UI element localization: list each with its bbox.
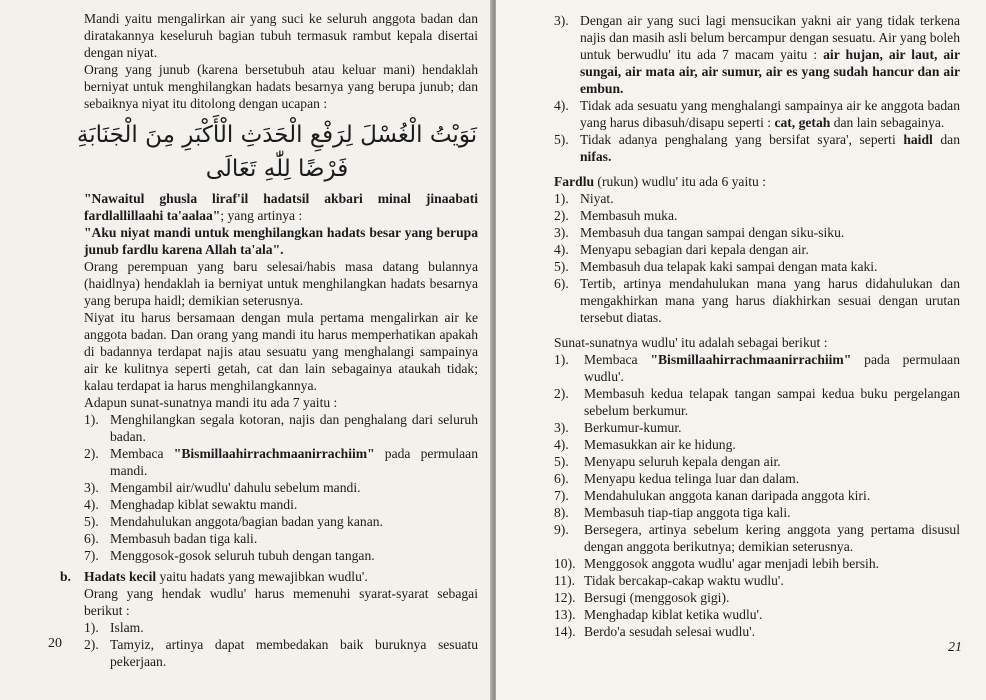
paragraph-sunat-mandi-intro: Adapun sunat-sunatnya mandi itu ada 7 yaitu : <box>84 395 338 410</box>
list-number: 8). <box>554 505 569 520</box>
list-item <box>554 453 960 470</box>
list-text: Memasukkan air ke hidung. <box>584 437 736 452</box>
right-page <box>496 0 986 700</box>
list-number: 3). <box>554 225 569 240</box>
list-text: Mengambil air/wudlu' dahulu sebelum mandi. <box>110 480 361 495</box>
list-item <box>84 496 478 513</box>
list-item <box>84 479 478 496</box>
fardlu-list <box>554 190 960 326</box>
list-text: Tamyiz, artinya dapat membedakan baik buruknya sesuatu pekerjaan. <box>110 637 478 669</box>
list-text: Tidak bercakap-cakap waktu wudlu'. <box>584 573 784 588</box>
list-item <box>554 606 960 623</box>
list-number: 5). <box>84 514 99 529</box>
list-number: 9). <box>554 522 569 537</box>
syarat-list <box>84 619 478 670</box>
list-item <box>554 224 960 241</box>
paragraph-haidl: Orang perempuan yang baru selesai/habis masa datang bulannya (haidlnya) hendaklah ia berniyat untuk menghilangkan hadats besarnya yang berupa haidl; demikian seterusnya. <box>84 259 478 308</box>
list-item <box>84 636 478 670</box>
list-text-bold: haidl <box>903 132 933 147</box>
list-text <box>584 351 960 385</box>
list-item <box>554 589 960 606</box>
list-item <box>554 12 960 97</box>
syarat-list-continued <box>554 12 960 165</box>
list-item <box>554 521 960 555</box>
list-number: 13). <box>554 607 576 622</box>
list-number: 3). <box>554 13 569 28</box>
list-text: Membasuh dua telapak kaki sampai dengan mata kaki. <box>580 259 878 274</box>
basmalah-latin: "Bismillaahirrachmaanirrachiim" <box>650 352 852 367</box>
sunat-wudlu-list <box>554 351 960 640</box>
list-number: 2). <box>554 208 569 223</box>
paragraph-syarat-intro: Orang yang hendak wudlu' harus memenuhi syarat-syarat sebagai berikut : <box>84 586 478 618</box>
list-text: Berdo'a sesudah selesai wudlu'. <box>584 624 756 639</box>
list-number: 1). <box>554 352 569 367</box>
list-text <box>110 445 478 479</box>
list-number: 7). <box>554 488 569 503</box>
latin-niyat-suffix: ; yang artinya : <box>220 208 303 223</box>
list-text: Mendahulukan anggota/bagian badan yang kanan. <box>110 514 383 529</box>
list-number: 5). <box>554 454 569 469</box>
list-text: Bersugi (menggosok gigi). <box>584 590 730 605</box>
air-types: air hujan, air laut, air sungai, air mata air, air sumur, air es yang sudah hancur dan air embun. <box>580 47 960 96</box>
list-number: 1). <box>554 191 569 206</box>
list-number: 14). <box>554 624 576 639</box>
list-item <box>554 487 960 504</box>
list-text <box>580 97 960 131</box>
list-text-pre: Membaca <box>110 446 174 461</box>
list-number: 6). <box>554 276 569 291</box>
list-item <box>84 445 478 479</box>
page-number: 20 <box>48 636 62 651</box>
paragraph-latin-niyat <box>84 190 478 224</box>
list-text: Bersegera, artinya sebelum kering anggota yang pertama disusul dengan anggota berikutnya; demikian seterusnya. <box>584 522 960 554</box>
section-definition: yaitu hadats yang mewajibkan wudlu'. <box>156 569 368 584</box>
list-text <box>580 131 960 165</box>
list-item <box>554 436 960 453</box>
list-number: 2). <box>84 446 99 461</box>
list-text: Membasuh badan tiga kali. <box>110 531 258 546</box>
list-item <box>84 411 478 445</box>
list-text-bold: cat, getah <box>774 115 831 130</box>
list-text: Menghilangkan segala kotoran, najis dan penghalang dari seluruh badan. <box>110 412 478 444</box>
list-text: Menggosok-gosok seluruh tubuh dengan tangan. <box>110 548 375 563</box>
list-text: Tertib, artinya mendahulukan mana yang harus didahulukan dan mengakhirkan mana yang harus diakhirkan sesuai dengan urutan tersebut diatas. <box>580 276 960 325</box>
list-text-pre: Membaca <box>584 352 651 367</box>
list-number: 7). <box>84 548 99 563</box>
list-text-mid: dan <box>932 132 960 147</box>
list-text: Niyat. <box>580 191 614 206</box>
list-number: 4). <box>84 497 99 512</box>
list-item <box>554 504 960 521</box>
basmalah-latin: "Bismillaahirrachmaanirrachiim" <box>173 446 375 461</box>
list-item <box>554 623 960 640</box>
list-item <box>554 241 960 258</box>
list-text-post: pada permulaan wudlu'. <box>584 352 961 384</box>
list-number: 4). <box>554 242 569 257</box>
list-text: Menggosok anggota wudlu' agar menjadi lebih bersih. <box>584 556 880 571</box>
paragraph-niyat-timing: Niyat itu harus bersamaan dengan mula pertama mengalirkan air ke anggota badan. Dan orang yang mandi itu harus memperhatikan apakah di badannya terdapat najis atau sesuatu yang menghalangi sampainya air ke kulitnya seperti getah, cat dan lain sebagainya ataukah tidak; kalau terdapat ia harus menghilangkannya. <box>84 310 478 393</box>
list-number: 3). <box>84 480 99 495</box>
list-text <box>580 12 960 97</box>
list-item <box>554 97 960 131</box>
list-item <box>554 385 960 419</box>
list-number: 5). <box>554 259 569 274</box>
paragraph-sunat-wudlu-intro: Sunat-sunatnya wudlu' itu adalah sebagai berikut : <box>554 335 828 350</box>
list-text: Berkumur-kumur. <box>584 420 682 435</box>
sunat-mandi-list <box>84 411 478 564</box>
list-item <box>554 555 960 572</box>
list-number: 4). <box>554 98 569 113</box>
list-text-post: dan lain sebagainya. <box>830 115 945 130</box>
list-text: Menghadap kiblat ketika wudlu'. <box>584 607 763 622</box>
list-number: 4). <box>554 437 569 452</box>
paragraph-fardlu-intro <box>554 173 960 190</box>
list-text: Membasuh muka. <box>580 208 678 223</box>
fardlu-term: Fardlu <box>554 174 595 189</box>
list-number: 10). <box>554 556 576 571</box>
page-number: 21 <box>948 640 962 655</box>
section-heading-text <box>84 568 368 585</box>
section-hadats-kecil <box>60 568 478 585</box>
left-page <box>0 0 492 700</box>
list-item <box>84 513 478 530</box>
list-text: Menyapu kedua telinga luar dan dalam. <box>584 471 800 486</box>
paragraph-mandi-definition: Mandi yaitu mengalirkan air yang suci ke seluruh anggota badan dan diratakannya keseluruh bagian tubuh termasuk rambut kepala disertai dengan niyat. <box>84 11 478 60</box>
list-number: 2). <box>84 637 99 652</box>
paragraph-arti: "Aku niyat mandi untuk menghilangkan hadats besar yang berupa junub fardlu karena Allah ta'ala". <box>84 225 478 257</box>
list-text: Menyapu sebagian dari kepala dengan air. <box>580 242 809 257</box>
list-text: Mendahulukan anggota kanan daripada anggota kiri. <box>584 488 871 503</box>
list-item <box>554 131 960 165</box>
section-term: Hadats kecil <box>84 569 157 584</box>
list-number: 3). <box>554 420 569 435</box>
list-number: 11). <box>554 573 576 588</box>
section-label: b. <box>60 569 71 584</box>
list-item <box>554 351 960 385</box>
list-text-post: pada permulaan mandi. <box>110 446 478 478</box>
list-text: Menyapu seluruh kepala dengan air. <box>584 454 781 469</box>
list-number: 2). <box>554 386 569 401</box>
list-number: 6). <box>84 531 99 546</box>
list-item <box>554 258 960 275</box>
fardlu-text: (rukun) wudlu' itu ada 6 yaitu : <box>594 174 766 189</box>
list-text-pre: Tidak ada sesuatu yang menghalangi sampainya air ke anggota badan yang harus dibasuh/disapu seperti : <box>580 98 960 130</box>
list-text-bold: nifas. <box>580 149 612 164</box>
list-item <box>554 207 960 224</box>
list-text: Membasuh kedua telapak tangan sampai kedua buku pergelangan sebelum berkumur. <box>584 386 960 418</box>
list-item <box>84 619 478 636</box>
latin-niyat: "Nawaitul ghusla liraf'il hadatsil akbari minal jinaabati fardlallillaahi ta'aalaa" <box>84 191 478 223</box>
list-number: 12). <box>554 590 576 605</box>
list-number: 1). <box>84 412 99 427</box>
list-item <box>554 470 960 487</box>
list-text: Menghadap kiblat sewaktu mandi. <box>110 497 298 512</box>
list-text-pre: Tidak adanya penghalang yang bersifat syara', seperti <box>580 132 904 147</box>
list-number: 5). <box>554 132 569 147</box>
arabic-niyat-text: نَوَيْتُ الْغُسْلَ لِرَفْعِ الْحَدَثِ الْأَكْبَرِ مِنَ الْجَنَابَةِ فَرْضًا لِلّٰهِ تَعَالَى <box>76 122 478 182</box>
list-item <box>554 419 960 436</box>
list-text: Membasuh dua tangan sampai dengan siku-siku. <box>580 225 845 240</box>
list-number: 1). <box>84 620 99 635</box>
list-number: 6). <box>554 471 569 486</box>
list-item <box>554 572 960 589</box>
list-item <box>554 190 960 207</box>
paragraph-junub: Orang yang junub (karena bersetubuh atau keluar mani) hendaklah berniyat untuk menghilangkan hadats besarnya yang berupa junub; dan sebaiknya niyat itu ditolong dengan ucapan : <box>84 62 478 111</box>
list-text: Islam. <box>110 620 144 635</box>
list-item <box>84 530 478 547</box>
list-text: Membasuh tiap-tiap anggota tiga kali. <box>584 505 791 520</box>
list-text-pre: Dengan air yang suci lagi mensucikan yakni air yang tidak terkena najis dan masih asli belum bercampur dengan sesuatu. Air yang boleh untuk berwudlu' itu ada 7 macam yaitu : <box>580 13 960 62</box>
list-item <box>554 275 960 326</box>
list-item <box>84 547 478 564</box>
